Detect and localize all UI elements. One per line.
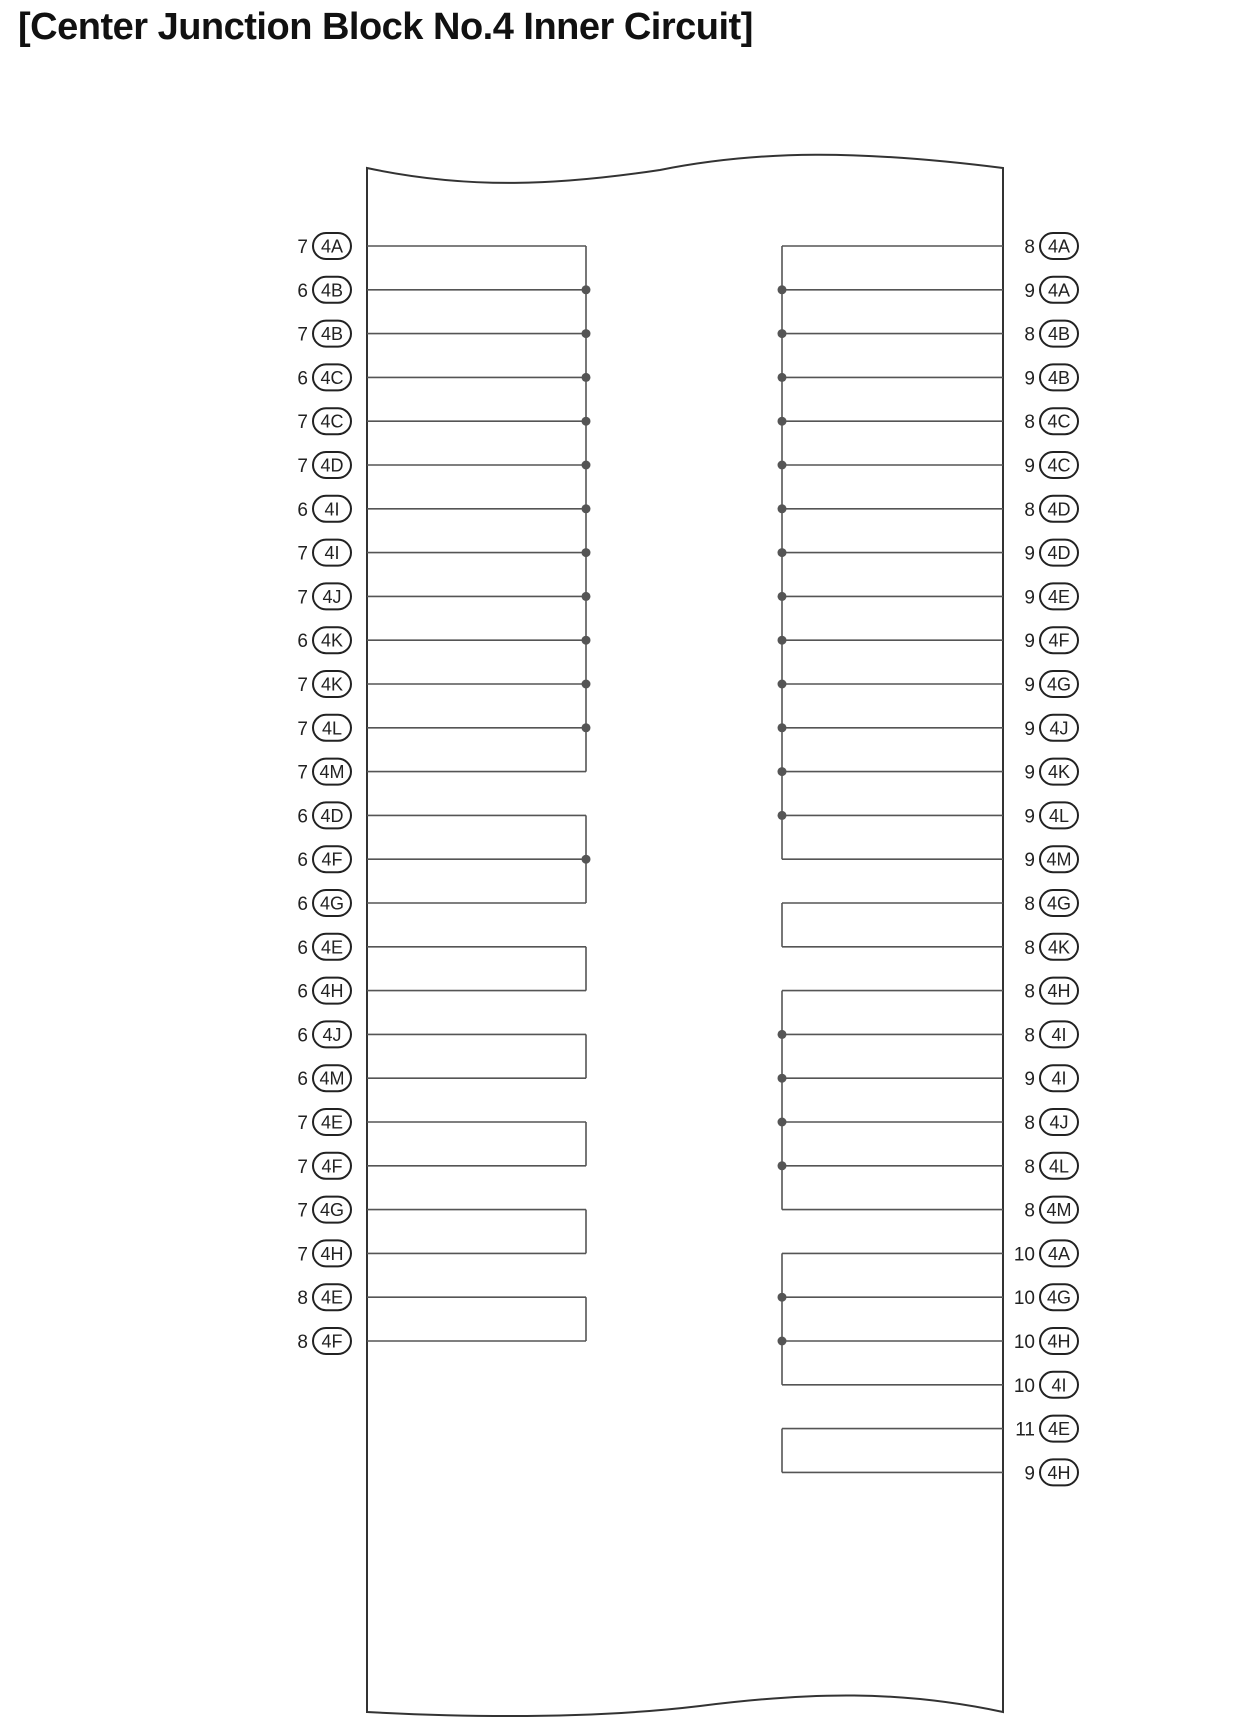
connector-label: 4H bbox=[320, 981, 344, 1002]
splice-dot bbox=[778, 723, 787, 732]
connector-label: 4C bbox=[320, 411, 344, 432]
right-terminal-20 bbox=[782, 1109, 1078, 1135]
right-terminal-14 bbox=[782, 846, 1078, 872]
pin-number-label: 7 bbox=[297, 456, 308, 477]
connector-label: 4A bbox=[320, 236, 344, 257]
pin-number-label: 8 bbox=[1024, 499, 1035, 521]
pin-number-label: 9 bbox=[1024, 368, 1035, 390]
connector-label: 4I bbox=[1051, 1068, 1067, 1089]
pin-number-label: 8 bbox=[297, 1288, 308, 1310]
connector-label: 4J bbox=[1049, 1112, 1069, 1133]
connector-label: 4G bbox=[1046, 1287, 1072, 1308]
connector-label: 4G bbox=[1046, 893, 1072, 914]
left-terminal-15 bbox=[297, 890, 586, 916]
connector-label: 4C bbox=[1047, 411, 1071, 432]
pin-number-label: 8 bbox=[1024, 1113, 1035, 1134]
right-terminal-3 bbox=[782, 364, 1078, 390]
pin-number-label: 7 bbox=[297, 1200, 308, 1222]
pin-number-label: 7 bbox=[297, 324, 308, 346]
right-terminal-24 bbox=[782, 1284, 1078, 1310]
connector-label: 4B bbox=[1047, 324, 1071, 345]
left-terminal-9 bbox=[297, 627, 586, 653]
connector-label: 4K bbox=[320, 630, 344, 651]
right-terminal-15 bbox=[782, 890, 1078, 916]
pin-number-label: 9 bbox=[1024, 675, 1035, 696]
pin-number-label: 9 bbox=[1024, 718, 1035, 740]
right-terminal-2 bbox=[782, 321, 1078, 347]
pin-number-label: 7 bbox=[297, 675, 308, 696]
connector-label: 4F bbox=[321, 1156, 343, 1177]
left-terminal-18 bbox=[297, 1021, 586, 1047]
connector-label: 4J bbox=[1049, 718, 1069, 739]
pin-number-label: 6 bbox=[297, 850, 308, 872]
pin-number-label: 6 bbox=[297, 368, 308, 390]
connector-label: 4J bbox=[322, 586, 342, 607]
pin-number-label: 8 bbox=[1024, 981, 1035, 1003]
right-terminal-12 bbox=[782, 759, 1078, 785]
connector-label: 4M bbox=[319, 1068, 345, 1089]
left-terminal-6 bbox=[297, 496, 586, 522]
pin-number-label: 7 bbox=[297, 718, 308, 740]
connector-label: 4I bbox=[1051, 1024, 1067, 1045]
right-terminal-9 bbox=[782, 627, 1078, 653]
connector-label: 4M bbox=[319, 762, 345, 783]
splice-dot bbox=[582, 723, 591, 732]
pin-number-label: 10 bbox=[1013, 1375, 1035, 1397]
splice-dot bbox=[778, 1293, 787, 1302]
pin-number-label: 7 bbox=[297, 587, 308, 609]
left-terminal-17 bbox=[297, 978, 586, 1004]
pin-number-label: 6 bbox=[297, 806, 308, 828]
splice-dot bbox=[778, 680, 787, 689]
left-terminal-25 bbox=[297, 1328, 586, 1354]
splice-dot bbox=[582, 285, 591, 294]
right-terminal-0 bbox=[782, 233, 1078, 259]
pin-number-label: 8 bbox=[1024, 237, 1035, 258]
connector-label: 4B bbox=[320, 324, 344, 345]
pin-number-label: 7 bbox=[297, 543, 308, 565]
pin-number-label: 7 bbox=[297, 1244, 308, 1266]
splice-dot bbox=[778, 1074, 787, 1083]
left-terminal-1 bbox=[297, 277, 586, 303]
pin-number-label: 7 bbox=[297, 762, 308, 784]
connector-label: 4L bbox=[1048, 1156, 1070, 1177]
right-terminal-group bbox=[778, 233, 1079, 1485]
connector-label: 4L bbox=[1048, 805, 1070, 826]
connector-label: 4A bbox=[1047, 1243, 1071, 1264]
pin-number-label: 6 bbox=[297, 981, 308, 1003]
splice-dot bbox=[778, 461, 787, 470]
left-terminal-22 bbox=[297, 1197, 586, 1223]
connector-label: 4E bbox=[320, 1112, 344, 1133]
pin-number-label: 8 bbox=[1024, 894, 1035, 915]
splice-dot bbox=[778, 636, 787, 645]
pin-number-label: 6 bbox=[297, 631, 308, 653]
connector-label: 4M bbox=[1046, 849, 1072, 870]
connector-label: 4K bbox=[1047, 762, 1071, 783]
splice-dot bbox=[778, 767, 787, 776]
pin-number-label: 9 bbox=[1024, 456, 1035, 477]
left-terminal-2 bbox=[297, 321, 586, 347]
left-terminal-16 bbox=[297, 934, 586, 960]
pin-number-label: 11 bbox=[1015, 1419, 1035, 1441]
connector-label: 4L bbox=[321, 718, 343, 739]
connector-label: 4H bbox=[1047, 981, 1071, 1002]
pin-number-label: 9 bbox=[1024, 806, 1035, 828]
pin-number-label: 9 bbox=[1024, 280, 1035, 302]
pin-number-label: 6 bbox=[297, 937, 308, 959]
pin-number-label: 7 bbox=[297, 1156, 308, 1178]
left-terminal-3 bbox=[297, 364, 586, 390]
pin-number-label: 9 bbox=[1024, 587, 1035, 609]
connector-label: 4I bbox=[1051, 1375, 1067, 1396]
splice-dot bbox=[778, 285, 787, 294]
left-terminal-11 bbox=[297, 715, 586, 741]
right-terminal-5 bbox=[782, 452, 1078, 478]
splice-dot bbox=[582, 373, 591, 382]
splice-dot bbox=[778, 417, 787, 426]
connector-label: 4D bbox=[1047, 499, 1071, 520]
connector-label: 4H bbox=[1047, 1331, 1071, 1352]
connector-label: 4K bbox=[1047, 937, 1071, 958]
splice-dot bbox=[778, 1030, 787, 1039]
pin-number-label: 6 bbox=[297, 894, 308, 915]
right-terminal-23 bbox=[782, 1240, 1078, 1266]
splice-dot bbox=[582, 680, 591, 689]
junction-block-outline bbox=[367, 155, 1003, 1716]
left-terminal-group bbox=[297, 233, 590, 1354]
page-title: [Center Junction Block No.4 Inner Circuit] bbox=[18, 6, 753, 48]
splice-dot bbox=[582, 855, 591, 864]
splice-dot bbox=[582, 329, 591, 338]
splice-dot bbox=[778, 592, 787, 601]
connector-label: 4D bbox=[320, 805, 344, 826]
left-terminal-12 bbox=[297, 759, 586, 785]
left-terminal-23 bbox=[297, 1240, 586, 1266]
pin-number-label: 10 bbox=[1013, 1288, 1035, 1310]
pin-number-label: 6 bbox=[297, 1025, 308, 1047]
connector-label: 4J bbox=[322, 1024, 342, 1045]
splice-dot bbox=[582, 636, 591, 645]
connector-label: 4G bbox=[319, 1200, 345, 1221]
right-terminal-25 bbox=[782, 1328, 1078, 1354]
pin-number-label: 9 bbox=[1024, 543, 1035, 565]
right-terminal-18 bbox=[782, 1021, 1078, 1047]
connector-label: 4M bbox=[1046, 1200, 1072, 1221]
pin-number-label: 8 bbox=[1024, 1156, 1035, 1178]
right-terminal-22 bbox=[782, 1197, 1078, 1223]
connector-label: 4H bbox=[1047, 1462, 1071, 1483]
right-terminal-28 bbox=[782, 1459, 1078, 1485]
pin-number-label: 9 bbox=[1024, 850, 1035, 872]
connector-label: 4E bbox=[320, 937, 344, 958]
connector-label: 4F bbox=[321, 1331, 343, 1352]
connector-label: 4C bbox=[1047, 455, 1071, 476]
splice-dot bbox=[778, 373, 787, 382]
left-terminal-14 bbox=[297, 846, 586, 872]
splice-dot bbox=[778, 329, 787, 338]
pin-number-label: 6 bbox=[297, 499, 308, 521]
splice-dot bbox=[778, 1161, 787, 1170]
splice-dot bbox=[582, 504, 591, 513]
right-terminal-11 bbox=[782, 715, 1078, 741]
connector-label: 4F bbox=[1048, 630, 1070, 651]
connector-label: 4D bbox=[1047, 543, 1071, 564]
pin-number-label: 7 bbox=[297, 1113, 308, 1134]
pin-number-label: 8 bbox=[297, 1332, 308, 1353]
right-terminal-13 bbox=[782, 802, 1078, 828]
left-terminal-24 bbox=[297, 1284, 586, 1310]
connector-label: 4E bbox=[1047, 1419, 1071, 1440]
right-terminal-27 bbox=[782, 1416, 1078, 1442]
pin-number-label: 9 bbox=[1024, 631, 1035, 653]
splice-dot bbox=[778, 548, 787, 557]
connector-label: 4E bbox=[1047, 586, 1071, 607]
left-terminal-0 bbox=[297, 233, 586, 259]
right-terminal-21 bbox=[782, 1153, 1078, 1179]
pin-number-label: 9 bbox=[1024, 1069, 1035, 1091]
pin-number-label: 6 bbox=[297, 280, 308, 302]
connector-label: 4B bbox=[1047, 367, 1071, 388]
splice-dot bbox=[582, 461, 591, 470]
splice-dot bbox=[582, 417, 591, 426]
pin-number-label: 8 bbox=[1024, 324, 1035, 346]
left-terminal-20 bbox=[297, 1109, 586, 1135]
pin-number-label: 7 bbox=[297, 237, 308, 258]
connector-label: 4B bbox=[320, 280, 344, 301]
right-terminal-17 bbox=[782, 978, 1078, 1004]
left-terminal-7 bbox=[297, 540, 586, 566]
connector-label: 4G bbox=[319, 893, 345, 914]
connector-label: 4E bbox=[320, 1287, 344, 1308]
right-terminal-8 bbox=[782, 583, 1078, 609]
splice-dot bbox=[778, 504, 787, 513]
pin-number-label: 7 bbox=[297, 412, 308, 434]
left-terminal-19 bbox=[297, 1065, 586, 1091]
left-terminal-5 bbox=[297, 452, 586, 478]
connector-label: 4A bbox=[1047, 280, 1071, 301]
right-terminal-26 bbox=[782, 1372, 1078, 1398]
pin-number-label: 6 bbox=[297, 1069, 308, 1091]
right-terminal-19 bbox=[782, 1065, 1078, 1091]
right-terminal-16 bbox=[782, 934, 1078, 960]
splice-dot bbox=[582, 548, 591, 557]
right-terminal-7 bbox=[782, 540, 1078, 566]
pin-number-label: 8 bbox=[1024, 412, 1035, 434]
pin-number-label: 8 bbox=[1024, 1025, 1035, 1047]
pin-number-label: 9 bbox=[1024, 1463, 1035, 1485]
left-terminal-13 bbox=[297, 802, 586, 828]
right-terminal-4 bbox=[782, 408, 1078, 434]
connector-label: 4D bbox=[320, 455, 344, 476]
connector-label: 4A bbox=[1047, 236, 1071, 257]
connector-label: 4I bbox=[324, 499, 340, 520]
pin-number-label: 8 bbox=[1024, 937, 1035, 959]
connector-label: 4G bbox=[1046, 674, 1072, 695]
splice-dot bbox=[778, 1337, 787, 1346]
connector-label: 4K bbox=[320, 674, 344, 695]
pin-number-label: 10 bbox=[1013, 1332, 1035, 1353]
splice-dot bbox=[778, 1118, 787, 1127]
left-terminal-21 bbox=[297, 1153, 586, 1179]
splice-dot bbox=[778, 811, 787, 820]
splice-dot bbox=[582, 592, 591, 601]
pin-number-label: 10 bbox=[1013, 1244, 1035, 1266]
left-terminal-8 bbox=[297, 583, 586, 609]
connector-label: 4I bbox=[324, 543, 340, 564]
right-terminal-1 bbox=[782, 277, 1078, 303]
pin-number-label: 9 bbox=[1024, 762, 1035, 784]
right-terminal-6 bbox=[782, 496, 1078, 522]
connector-label: 4C bbox=[320, 367, 344, 388]
connector-label: 4H bbox=[320, 1243, 344, 1264]
right-terminal-10 bbox=[782, 671, 1078, 697]
connector-label: 4F bbox=[321, 849, 343, 870]
left-terminal-4 bbox=[297, 408, 586, 434]
left-terminal-10 bbox=[297, 671, 586, 697]
pin-number-label: 8 bbox=[1024, 1200, 1035, 1222]
